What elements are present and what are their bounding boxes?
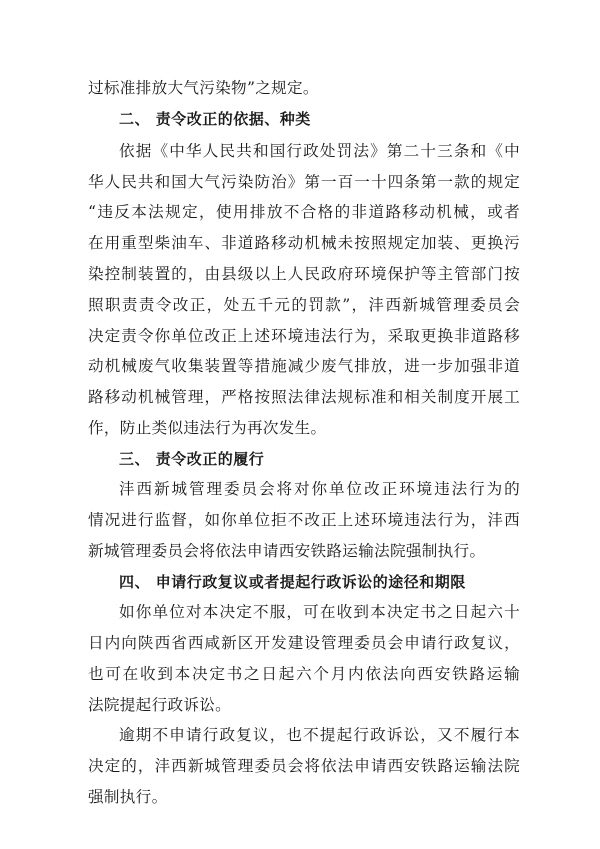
text-line: 日内向陕西省西咸新区开发建设管理委员会申请行政复议， bbox=[88, 634, 520, 652]
text-line: 依据《中华人民共和国行政处罚法》第二十三条和《中 bbox=[119, 142, 520, 160]
text-line: 过标准排放大气污染物”之规定。 bbox=[88, 79, 319, 97]
text-line: 如你单位对本决定不服，可在收到本决定书之日起六十 bbox=[119, 603, 520, 621]
text-line: 强制执行。 bbox=[88, 788, 168, 806]
section-heading-2: 二、 责令改正的依据、种类 bbox=[119, 110, 311, 128]
text-line: 华人民共和国大气污染防治》第一百一十四条第一款的规定 bbox=[88, 173, 520, 191]
text-line: 在用重型柴油车、非道路移动机械未按照规定加装、更换污 bbox=[88, 234, 520, 252]
text-line: 情况进行监督，如你单位拒不改正上述环境违法行为，沣西 bbox=[88, 511, 520, 529]
text-line: 作，防止类似违法行为再次发生。 bbox=[88, 419, 327, 437]
text-line: “违反本法规定，使用排放不合格的非道路移动机械，或者 bbox=[88, 203, 520, 221]
text-line: 照职责责令改正，处五千元的罚款”，沣西新城管理委员会 bbox=[88, 296, 520, 314]
text-line: 决定责令你单位改正上述环境违法行为，采取更换非道路移 bbox=[88, 327, 520, 345]
section-heading-4: 四、 申请行政复议或者提起行政诉讼的途径和期限 bbox=[119, 573, 466, 591]
text-line: 法院提起行政诉讼。 bbox=[88, 696, 232, 714]
text-line: 动机械废气收集装置等措施减少废气排放，进一步加强非道 bbox=[88, 357, 520, 375]
text-line: 沣西新城管理委员会将对你单位改正环境违法行为的 bbox=[119, 480, 520, 498]
text-line: 染控制装置的，由县级以上人民政府环境保护等主管部门按 bbox=[88, 265, 520, 283]
text-line: 逾期不申请行政复议，也不提起行政诉讼，又不履行本 bbox=[119, 726, 520, 744]
text-line: 路移动机械管理，严格按照法律法规标准和相关制度开展工 bbox=[88, 388, 520, 406]
section-heading-3: 三、 责令改正的履行 bbox=[119, 450, 265, 468]
text-line: 决定的，沣西新城管理委员会将依法申请西安铁路运输法院 bbox=[88, 757, 520, 775]
text-line: 新城管理委员会将依法申请西安铁路运输法院强制执行。 bbox=[88, 542, 486, 560]
text-line: 也可在收到本决定书之日起六个月内依法向西安铁路运输 bbox=[88, 665, 520, 683]
